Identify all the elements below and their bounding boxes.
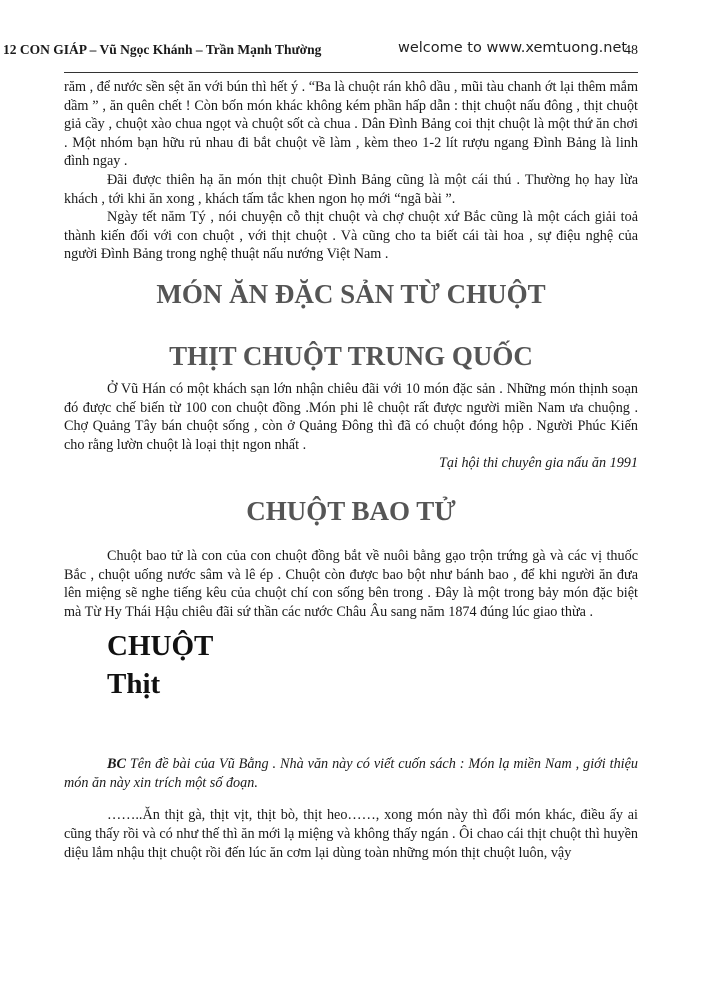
note-text: Tên đề bài của Vũ Bằng . Nhà văn này có viết cuốn sách : Món lạ miền Nam , giới thiệu món ăn này xin trích một số đoạn. <box>64 756 638 791</box>
paragraph-6: ……..Ăn thịt gà, thịt vịt, thịt bò, thịt heo……, xong món này thì đổi món khác, điều ấy ai cũng thấy rồi và có như thế thì ăn mới lạ miệng và không thấy ngán . Ôi chao cái thịt chuột thì huyền diệu lắm nhậu thịt chuột rồi đến lúc ăn cơm lại dùng toàn những món thịt chuột luôn, vậy <box>64 807 638 861</box>
editor-note <box>64 755 638 792</box>
paragraph-1: răm , để nước sền sệt ăn với bún thì hết ý . “Ba là chuột rán khô dầu , mũi tàu chanh ớt lại thêm mắm dầm ” , ăn quên chết ! Còn bốn món khác không kém phần hấp dẫn : thịt chuột nấu đông , thịt chuột giả cầy , chuột xào chua ngọt và chuột sốt cà chua . Dân Đình Bảng coi thịt chuột là một thứ ăn chơi . Một nhóm bạn hữu rủ nhau đi bắt chuột về làm , kèm theo 1-2 lít rượu ngang Đình Bảng là linh đình ngay . <box>64 79 638 170</box>
page-header <box>0 40 702 64</box>
header-rule <box>64 72 638 73</box>
paragraph-2: Đãi được thiên hạ ăn món thịt chuột Đình Bảng cũng là một cái thú . Thường họ hay lừa khách , tới khi ăn xong , khách tấm tắc khen ngon họ mới “ngã bài ”. <box>64 171 638 207</box>
page-number: 48 <box>624 43 638 58</box>
section-heading-mon-an: MÓN ĂN ĐẶC SẢN TỪ CHUỘT <box>156 278 546 309</box>
book-title: 12 CON GIÁP – Vũ Ngọc Khánh – Trần Mạnh Thường <box>3 42 322 57</box>
paragraph-3: Ngày tết năm Tý , nói chuyện cỗ thịt chuột và chợ chuột xứ Bắc cũng là một cách giải toả thành kiến đối với con chuột , với thịt chuột . Và cũng cho ta biết cái tài hoa , sự điệu nghệ của người Đình Bảng trong nghệ thuật nấu nướng Việt Nam . <box>64 209 638 263</box>
paragraph-5: Chuột bao tử là con của con chuột đồng bắt về nuôi bằng gạo trộn trứng gà và các vị thuốc Bắc , chuột uống nước sâm và lê ép . Chuột còn được bao bột như bánh bao , để khi người ăn đưa lên miệng sẽ nghe tiếng kêu của chuột chí con sống bên trong . Đây là một trong bảy món đặc biệt mà Từ Hy Thái Hậu chiêu đãi sứ thần các nước Châu Âu sang năm 1874 đúng lúc giao thừa . <box>64 547 638 620</box>
big-heading-thit: Thịt <box>107 668 161 701</box>
source-caption: Tại hội thi chuyên gia nấu ăn 1991 <box>438 455 638 472</box>
section-heading-thit-chuot-tq: THỊT CHUỘT TRUNG QUỐC <box>169 340 533 371</box>
page-body <box>64 78 638 862</box>
website-link[interactable]: welcome to www.xemtuong.net <box>398 40 628 56</box>
section-heading-chuot-bao-tu: CHUỘT BAO TỬ <box>246 495 456 526</box>
paragraph-4: Ở Vũ Hán có một khách sạn lớn nhận chiêu đãi với 10 món đặc sản . Những món thịnh soạn đó được chế biến từ 100 con chuột đồng .Món phi lê chuột rất được người miền Nam ưa chuộng . Chợ Quảng Tây bán chuột sống , còn ở Quảng Đông thì đã có chuột đóng hộp . Người Phúc Kiến cho rằng lườn chuột là loại thịt ngon nhất . <box>64 380 638 453</box>
big-heading-chuot: CHUỘT <box>107 630 214 663</box>
note-label: BC <box>107 756 126 773</box>
